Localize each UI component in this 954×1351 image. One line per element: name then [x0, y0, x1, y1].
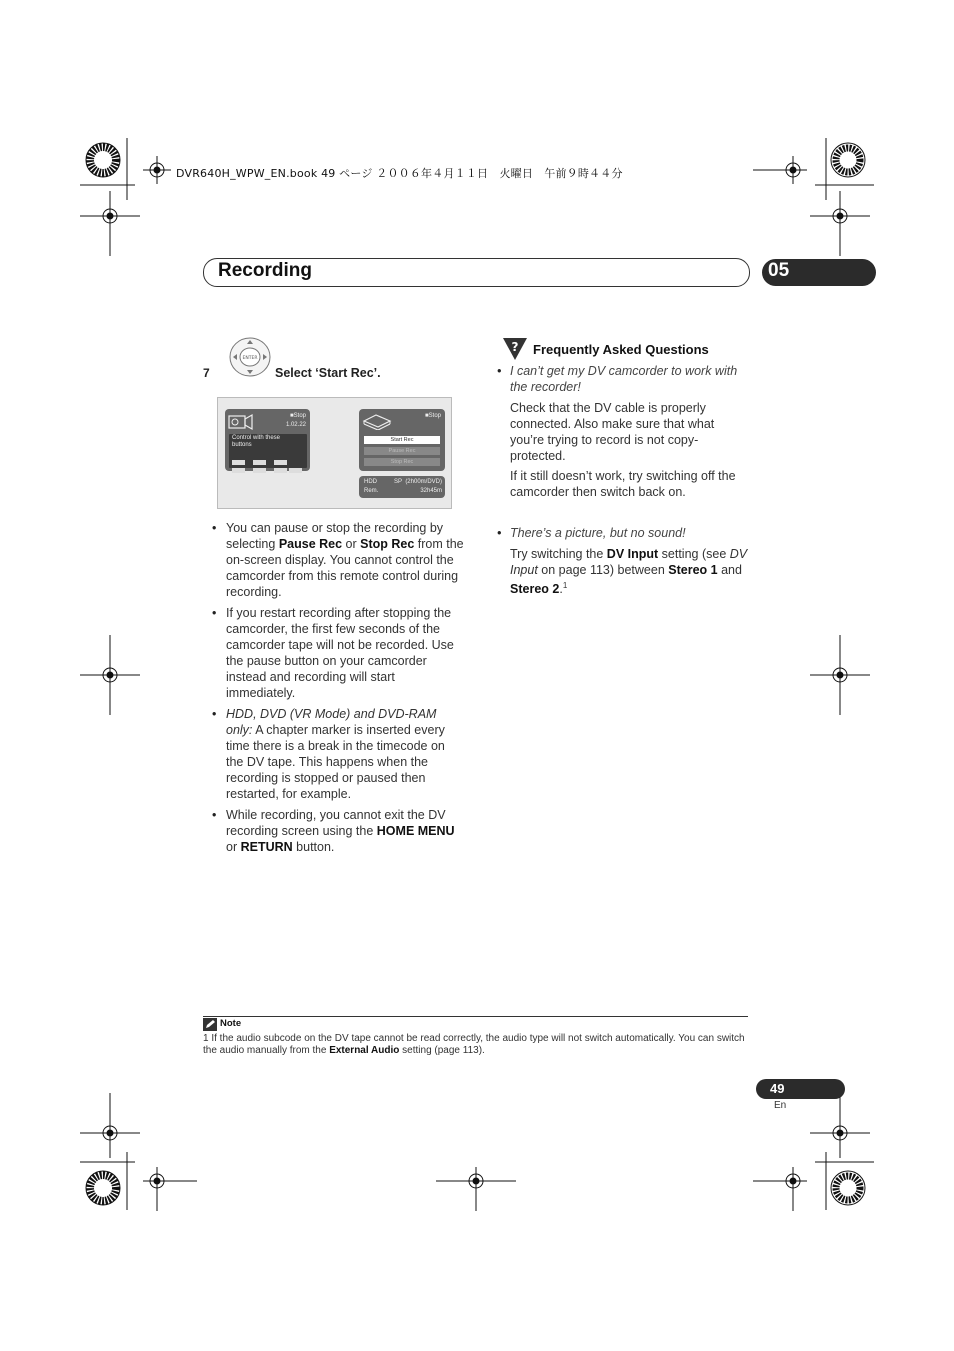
- note-label: Note: [220, 1018, 242, 1029]
- page-number: 49: [770, 1081, 785, 1096]
- svg-text:?: ?: [511, 340, 519, 354]
- transport-buttons-row2: [232, 460, 302, 478]
- book-file-header: DVR640H_WPW_EN.book 49 ページ ２００６年４月１１日 火曜日 午前９時４４分: [176, 167, 623, 180]
- enter-dpad-icon: [228, 336, 272, 378]
- faq-heading: Frequently Asked Questions: [533, 342, 709, 357]
- osd-screenshot: [217, 397, 452, 509]
- control-box: [229, 434, 307, 468]
- faq-answer: Check that the DV cable is properly connected. Also make sure that what you’re trying to record is not copy-protected.: [510, 401, 715, 463]
- camcorder-status: ■Stop: [290, 413, 306, 419]
- control-label: Control with these buttons: [232, 435, 281, 448]
- note-divider: [203, 1016, 748, 1017]
- list-item: • HDD, DVD (VR Mode) and DVD-RAM only: A chapter marker is inserted every time there is a break in the timecode on the DV tape. This happens when the recording is stopped or paused then restarted, for example.: [212, 706, 464, 802]
- stop-rec-item[interactable]: Stop Rec: [364, 458, 440, 466]
- step-notes: [212, 520, 464, 860]
- pause-rec-item[interactable]: Pause Rec: [364, 447, 440, 455]
- footnote: 1 If the audio subcode on the DV tape cannot be read correctly, the audio type will not switch automatically. You can switch the audio manually from the External Audio setting (page 113).: [203, 1033, 745, 1056]
- page-number-badge: [756, 1079, 845, 1099]
- faq-question: • There’s a picture, but no sound!: [497, 525, 749, 541]
- list-item: • You can pause or stop the recording by selecting Pause Rec or Stop Rec from the on-screen display. You cannot control the camcorder from this remote control during recording.: [212, 520, 464, 600]
- info-remaining-value: 32h45m: [420, 488, 442, 494]
- disc-icon: [362, 412, 392, 430]
- recording-menu-panel: [359, 409, 445, 471]
- list-item: • While recording, you cannot exit the DV recording screen using the HOME MENU or RETURN button.: [212, 807, 464, 855]
- recording-info-panel: [359, 476, 445, 498]
- chapter-title: Recording: [218, 260, 312, 281]
- next-button[interactable]: [289, 468, 302, 473]
- list-item: • If you restart recording after stopping the camcorder, the first few seconds of the camcorder tape will not be recorded. Use the pause button on your camcorder instead and recording will start immediately.: [212, 605, 464, 701]
- stop-button[interactable]: [253, 468, 266, 473]
- step-number: 7: [203, 366, 210, 380]
- chapter-title-bar: [203, 258, 750, 287]
- menu-status: ■Stop: [425, 413, 441, 419]
- pause-button[interactable]: [232, 468, 245, 473]
- info-mode: SP: [394, 479, 403, 485]
- faq-answer: Try switching the DV Input setting (see DV Input on page 113) between Stereo 1 and Stereo 2.$^1$: [510, 547, 748, 597]
- info-remaining-label: Rem.: [364, 488, 379, 494]
- faq-question: • I can’t get my DV camcorder to work with the recorder!: [497, 363, 749, 395]
- camcorder-control-panel: [225, 409, 310, 471]
- info-media: HDD: [364, 479, 377, 485]
- camcorder-timecode: 1.02.22: [285, 422, 306, 428]
- chapter-number-badge: [762, 259, 876, 286]
- step-instruction: Select ‘Start Rec’.: [275, 366, 381, 380]
- faq-icon: [502, 336, 528, 361]
- page-language: En: [774, 1100, 787, 1111]
- faq-section: [497, 363, 749, 597]
- note-icon: [203, 1018, 217, 1031]
- camcorder-icon: [228, 412, 254, 432]
- prev-button[interactable]: [274, 468, 287, 473]
- chapter-number: 05: [768, 260, 790, 281]
- enter-label: ENTER: [242, 356, 258, 361]
- info-mode-time: (2h00m/DVD): [405, 479, 442, 485]
- start-rec-item[interactable]: Start Rec: [364, 436, 440, 444]
- faq-answer: If it still doesn’t work, try switching off the camcorder then switch back on.: [510, 469, 736, 499]
